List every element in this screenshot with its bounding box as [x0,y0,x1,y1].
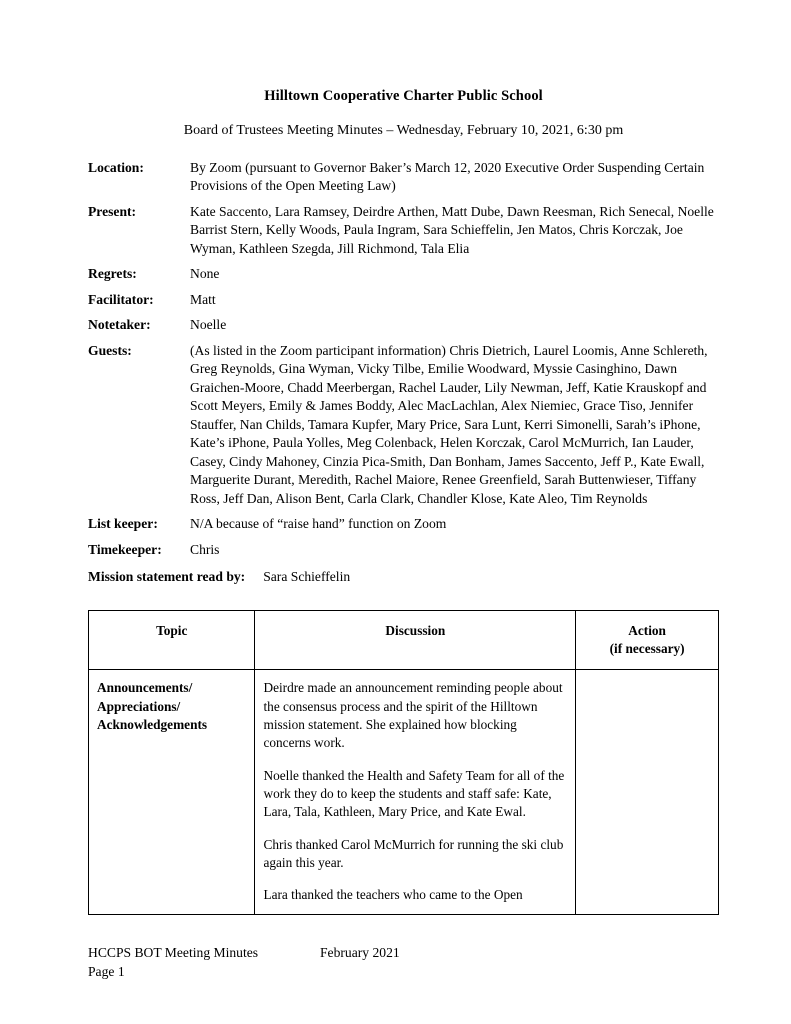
mission-statement-cell [88,566,719,593]
cell-discussion [255,670,576,914]
meta-row-location [88,159,719,203]
footer-date: February 2021 [320,944,400,960]
meta-value-list-keeper: N/A because of “raise hand” function on Zoom [190,516,447,532]
table-row [89,670,719,914]
cell-action [576,670,719,914]
meta-row-mission-statement [88,566,719,593]
meta-label-guests: Guests: [88,342,132,358]
meta-label-list-keeper: List keeper: [88,516,158,532]
cell-topic: Announcements/ Appreciations/ Acknowledgements [89,670,255,914]
table-header-row [89,610,719,670]
meta-row-guests [88,342,719,515]
minutes-table [88,610,719,915]
meta-value-present: Kate Saccento, Lara Ramsey, Deirdre Arthen, Matt Dube, Dawn Reesman, Rich Senecal, Noelle Barrist Stern, Kelly Woods, Paula Ingram, Sara Schieffelin, Jen Matos, Chris Korczak, Joe Wyman, Kathleen Szegda, Jill Richmond, Tala Elia [190,203,714,256]
meta-row-list-keeper [88,515,719,540]
meta-value-notetaker: Noelle [190,317,227,333]
meta-value-facilitator: Matt [190,291,216,307]
column-header-topic: Topic [89,610,255,670]
meta-label-present: Present: [88,203,137,219]
mission-statement-value: Sara Schieffelin [263,569,351,585]
column-header-action-line1: Action [628,622,666,638]
meta-value-location: By Zoom (pursuant to Governor Baker’s March 12, 2020 Executive Order Suspending Certain Provisions of the Open Meeting Law) [190,160,705,194]
meta-label-regrets: Regrets: [88,266,137,282]
meta-row-present [88,203,719,265]
column-header-action-line2: (if necessary) [609,641,685,657]
footer-page-number: Page 1 [88,964,125,980]
discussion-paragraph: Chris thanked Carol McMurrich for running the ski club again this year. [263,836,564,871]
meta-label-timekeeper: Timekeeper: [88,541,162,557]
page-subtitle: Board of Trustees Meeting Minutes – Wednesday, February 10, 2021, 6:30 pm [183,123,624,138]
footer-line-primary [88,943,719,963]
page-footer [88,943,719,982]
meeting-metadata [88,159,719,594]
meta-label-notetaker: Notetaker: [88,317,151,333]
meta-row-timekeeper [88,541,719,566]
meta-value-timekeeper: Chris [190,541,220,557]
column-header-discussion: Discussion [255,610,576,670]
meta-value-guests: (As listed in the Zoom participant information) Chris Dietrich, Laurel Loomis, Anne Schlereth, Greg Reynolds, Gina Wyman, Vicky Tilbe, Emilie Woodward, Myssie Casinghino, Dawn Graichen-Moore, Chadd Meerbergan, Rachel Lauder, Lily Newman, Jeff, Katie Krauskopf and Scott Meyers, Emily & James Boddy, Alec MacLachlan, Alex Niemiec, Grace Tiso, Jennifer Stauffer, Nan Childs, Tamara Kupfer, Mary Price, Sara Lunt, Kerri Simonelli, Sarah’s iPhone, Kate’s iPhone, Paula Yolles, Meg Colenback, Helen Korczak, Carol McMurrich, Ian Lauder, Casey, Cindy Mahoney, Cinzia Pica-Smith, Dan Bonham, James Saccento, Jeff P., Kate Ewall, Marguerite Durant, Meredith, Rachel Maiore, Renee Greenfield, Sarah Buttenwieser, Tiffany Ross, Jeff Dan, Alison Bent, Carla Clark, Chandler Klose, Kate Aleo, Tim Reynolds [190,342,708,506]
meta-value-regrets: None [190,266,220,282]
discussion-paragraph: Noelle thanked the Health and Safety Team for all of the work they do to keep the students and staff safe: Kate, Lara, Tala, Kathleen, Mary Price, and Kate Ewal. [263,767,565,820]
meta-row-notetaker [88,316,719,341]
discussion-paragraph: Lara thanked the teachers who came to the Open [263,887,523,903]
meta-label-location: Location: [88,160,144,175]
footer-document-name: HCCPS BOT Meeting Minutes [88,944,259,960]
column-header-action [576,610,719,670]
meta-row-regrets [88,265,719,290]
discussion-paragraph: Deirdre made an announcement reminding people about the consensus process and the spirit of the Hilltown mission statement. She explained how blocking concerns work. [263,680,563,751]
page-title: Hilltown Cooperative Charter Public School [264,88,543,104]
mission-statement-label: Mission statement read by: [88,569,246,585]
meta-label-facilitator: Facilitator: [88,291,154,307]
meta-row-facilitator [88,291,719,316]
